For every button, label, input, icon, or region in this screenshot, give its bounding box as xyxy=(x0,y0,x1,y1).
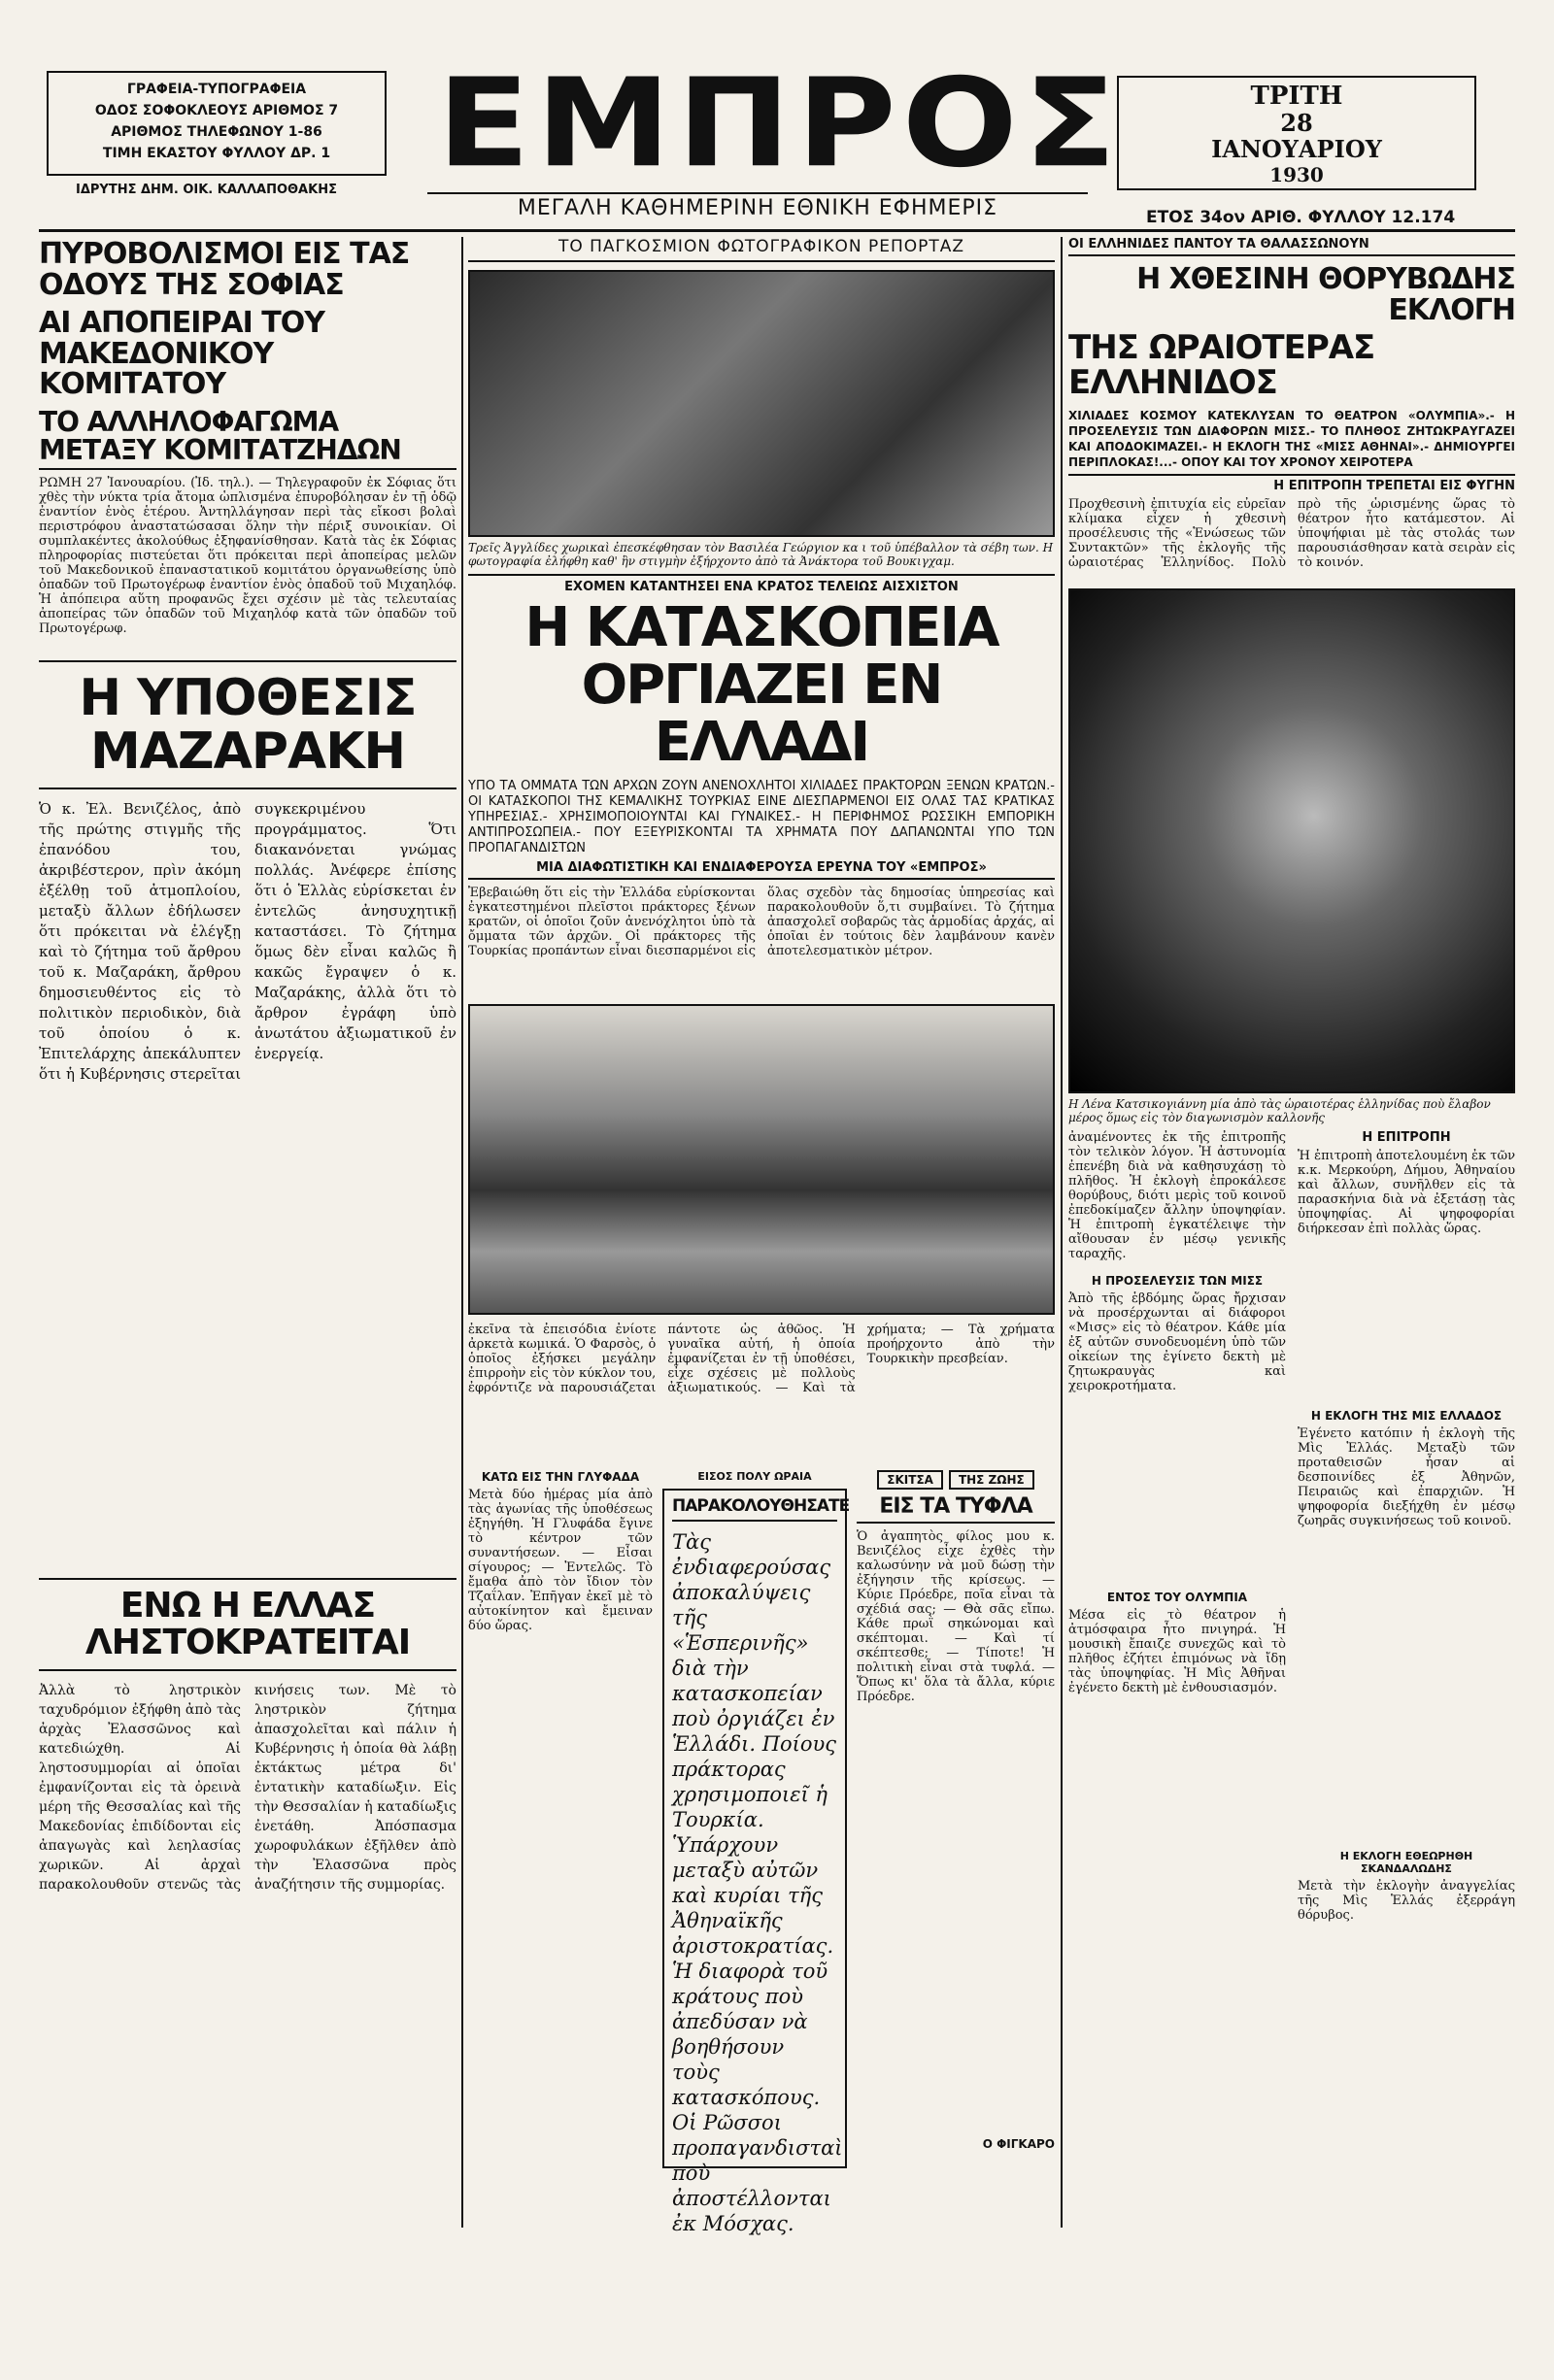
masthead-office-box xyxy=(47,71,387,176)
beauty-text-3: Ἡ ἐπιτροπὴ ἀποτελουμένη ἐκ τῶν κ.κ. Μερκούρη, Δήμου, Ἀθηναίου καὶ ἄλλων, συνῆλθεν εἰς τὰ παρασκήνια διὰ νὰ ἐξετάσῃ τὰς ὑποψηφίας. Αἱ ψηφοφορίαι διήρκεσαν ἐπὶ πολλὰς ὥρας. xyxy=(1298,1149,1515,1237)
beauty-lower-right xyxy=(1298,1130,1515,1977)
date-number: 28 xyxy=(1280,109,1313,137)
photo-english-women xyxy=(468,270,1055,537)
beauty-subhead-5: Η ΕΚΛΟΓΗ ΤΗΣ ΜΙΣ ΕΛΛΑΔΟΣ xyxy=(1310,1409,1503,1424)
beauty-deck: ΧΙΛΙΑΔΕΣ ΚΟΣΜΟΥ ΚΑΤΕΚΛΥΣΑΝ ΤΟ ΘΕΑΤΡΟΝ «ΟΛΥΜΠΙΑ».- Η ΠΡΟΣΕΛΕΥΣΙΣ ΤΩΝ ΔΙΑΦΟΡΩΝ ΜΙΣΣ.- ΤΟ ΠΛΗΘΟΣ ΖΗΤΩΚΡΑΥΓΑΖΕΙ ΚΑΙ ΑΠΟΔΟΚΙΜΑΖΕΙ.- Η ΕΚΛΟΓΗ ΤΗΣ «ΜΙΣΣ ΑΘΗΝΑΙ».- ΔΗΜΙΟΥΡΓΕΙ ΠΕΡΙΠΛΟΚΑΣ!...- ΟΠΟΥ ΚΑΙ ΤΟΥ ΧΡΟΝΟΥ ΧΕΙΡΟΤΕΡΑ xyxy=(1068,409,1515,470)
office-line-2: ΟΔΟΣ ΣΟΦΟΚΛΕΟΥΣ ΑΡΙΘΜΟΣ 7 xyxy=(94,103,339,118)
beauty-lower-columns xyxy=(1068,1130,1515,1977)
espionage-headline: Η ΚΑΤΑΣΚΟΠΕΙΑ ΟΡΓΙΑΖΕΙ ΕΝ ΕΛΛΑΔΙ xyxy=(524,596,998,774)
founder-line: ΙΔΡΥΤΗΣ ΔΗΜ. ΟΙΚ. ΚΑΛΛΑΠΟΘΑΚΗΣ xyxy=(76,183,337,197)
newspaper-subtitle: ΜΕΓΑΛΗ ΚΑΘΗΜΕΡΙΝΗ ΕΘΝΙΚΗ ΕΦΗΜΕΡΙΣ xyxy=(427,192,1088,220)
column-center xyxy=(468,237,1055,2235)
glyfada-subhead: ΚΑΤΩ ΕΙΣ ΤΗΝ ΓΛΥΦΑΔΑ xyxy=(481,1470,640,1484)
advert-title: ΠΑΡΑΚΟΛΟΥΘΗΣΑΤΕ xyxy=(672,1498,837,1522)
beauty-headline-1: Η ΧΘΕΣΙΝΗ ΘΟΡΥΒΩΔΗΣ ΕΚΛΟΓΗ xyxy=(1136,262,1515,327)
beauty-text-7: Μετὰ τὴν ἐκλογὴν ἀναγγελίας τῆς Μὶς Ἑλλάς ἐξερράγη θόρυβος. xyxy=(1298,1879,1515,1924)
tyfla-text: Ὁ ἀγαπητὸς φίλος μου κ. Βενιζέλος εἶχε ἐχθὲς τὴν καλωσύνην νὰ μοῦ δώσῃ τὴν ἐξήγησιν τῆς κρίσεως. — Κύριε Πρόεδρε, ποῖα εἶναι τὰ σχέδιά σας; — Θὰ σᾶς εἴπω. Κάθε πρωῒ σηκώνομαι καὶ σκέπτομαι. — Καὶ τί σκέπτεσθε; — Τίποτε! Ἡ πολιτικὴ εἶναι στὰ τυφλά. — Ὅπως κι' ὅλα τὰ ἄλλα, κύριε Πρόεδρε. xyxy=(857,1529,1055,1705)
skitsa-tabs xyxy=(857,1470,1055,1490)
beauty-text-2: ἀναμένοντες ἐκ τῆς ἐπιτροπῆς τὸν τελικὸν λόγον. Ἡ ἀστυνομία ἐπενέβη διὰ νὰ καθησυχάσῃ τὸ πλῆθος. Ἡ ἐκλογὴ ἐπροκάλεσε θορύβους, διότι μερὶς τοῦ κοινοῦ ἐπεδοκίμαζεν ἄλλην ὑποψηφίαν. Ἡ ἐπιτροπὴ ἐγκατέλειψε τὴν αἴθουσαν ἐν μέσῳ γενικῆς ταραχῆς. xyxy=(1068,1130,1286,1262)
photo-caption-lena: Η Λένα Κατσικογιάννη μία ἀπὸ τὰς ὡραιοτέρας ἑλληνίδας ποὺ ἔλαβον μέρος ὅμως εἰς τὸν διαγωνισμὸν καλλονῆς xyxy=(1068,1097,1491,1125)
col1-article-1: ΡΩΜΗ 27 Ἰανουαρίου. (Ἰδ. τηλ.). — Τηλεγραφοῦν ἐκ Σόφιας ὅτι χθὲς τὴν νύκτα τρία ἄτομα ὡπλισμένα ἐπυροβόλησαν ἐν τῇ ὁδῷ ἐναντίον ἑνὸς ἑτέρου. Ἀντηλλάγησαν περὶ τὰς εἴκοσι βολαὶ περιστρόφου ἀναστατώσασαι ὅλην τὴν πέριξ συνοικίαν. Οἱ συμπλακέντες ἀκολούθως ἐξηφανίσθησαν. Κατὰ τὰς ἐκ Σόφιας πληροφορίας πιστεύεται ὅτι πρόκειται περὶ ἀποπείρας μελῶν τοῦ Μακεδονικοῦ ἐπαναστατικοῦ κομιτάτου ὀργανωθείσης ὑπὸ ὀπαδῶν τοῦ Πρωτογέρωφ ἐναντίον ἑνὸς ὀπαδοῦ τοῦ Μιχαηλόφ. Ἡ ἀπόπειρα αὕτη προφανῶς ἔχει σχέσιν μὲ τὰς τελευταίας ἀποπείρας τῶν ὀπαδῶν τοῦ Μιχαηλόφ κατὰ τῶν ὀπαδῶν τοῦ Πρωτογέρωφ. xyxy=(39,476,456,637)
divider-2 xyxy=(1061,237,1063,2228)
lower-right-narrow xyxy=(857,1470,1055,2228)
divider-1 xyxy=(461,237,463,2228)
beauty-text-1: Προχθεσινὴ ἐπιτυχία εἰς εὐρεῖαν κλίμακα εἶχεν ἡ χθεσινὴ προσέλευσις τῆς «Ἑνώσεως τῶν Συντακτῶν» τῆς ἐκλογῆς τῆς ὡραιοτέρας Ἑλληνίδος. Πολὺ πρὸ τῆς ὡρισμένης ὥρας τὸ θέατρον ἦτο κατάμεστον. Αἱ ὑποψήφιαι μὲ τὰς στολάς των παρουσιάσθησαν κατὰ σειρὰν εἰς τὸ κοινόν. xyxy=(1068,497,1515,571)
advert-frame xyxy=(662,1489,850,2235)
advert-body: Τὰς ἐνδιαφερούσας ἀποκαλύψεις τῆς «Ἑσπερινῆς» διὰ τὴν κατασκοπείαν ποὺ ὀργιάζει ἐν Ἑλλάδι. Ποίους πράκτορας χρησιμοποιεῖ ἡ Τουρκία. Ὑπάρχουν μεταξὺ αὐτῶν καὶ κυρίαι τῆς Ἀθηναϊκῆς ἀριστοκρατίας. Ἡ διαφορὰ τοῦ κράτους ποὺ ἀπεδύσαν νὰ βοηθήσουν τοὺς κατασκόπους. Οἱ Ρῶσσοι προπαγανδισταὶ ποὺ ἀποστέλλονται ἐκ Μόσχας. xyxy=(672,1529,843,2235)
beauty-subhead-3: Η ΠΡΟΣΕΛΕΥΣΙΣ ΤΩΝ ΜΙΣΣ xyxy=(1091,1274,1264,1289)
photo-lena-katsikogianni xyxy=(1068,588,1515,1093)
office-line-4: ΤΙΜΗ ΕΚΑΣΤΟΥ ΦΥΛΛΟΥ ΔΡ. 1 xyxy=(102,146,331,161)
date-day: ΤΡΙΤΗ xyxy=(1250,82,1343,111)
beauty-subhead-2: Η ΕΠΙΤΡΟΠΗ xyxy=(1362,1130,1451,1146)
newspaper-title: ΕΜΠΡΟΣ xyxy=(437,52,1123,195)
newspaper-page xyxy=(19,17,1535,2235)
col1-article-2: Ὁ κ. Ἐλ. Βενιζέλος, ἀπὸ τῆς πρώτης στιγμῆς τῆς ἐπανόδου του, ἀκριβέστερον, πρὶν ἀκόμη ἐξέλθῃ τοῦ ἀτμοπλοίου, μεταξὺ ἄλλων ἐδήλωσεν ὅτι πρόκειται νὰ ἐλέγξῃ καὶ τὸ ζήτημα τοῦ ἄρθρου τοῦ κ. Μαζαράκη, ἄρθρου δημοσιευθέντος εἰς τὸ πολιτικὸν περιοδικὸν, διὰ τοῦ ὁποίου ὁ κ. Ἐπιτελάρχης ἀπεκάλυπτεν ὅτι ἡ Κυβέρνησις στερεῖται συγκεκριμένου προγράμματος. Ὅτι διακανόνεται γνώμας πολλάς. Ἀνέφερε ἐπίσης ὅτι ὁ Ἑλλὰς εὑρίσκεται ἐν ἐντελῶς ἀνησυχητικῇ καταστάσει. Τὸ ζήτημα ὅμως δὲν εἶναι καλῶς ἢ κακῶς ἔγραψεν ὁ κ. Μαζαράκης, ἀλλὰ ὅτι τὸ ἄρθρον ἐγράφη ὑπὸ ἀνωτάτου ἀξιωματικοῦ ἐν ἐνεργείᾳ. xyxy=(39,800,456,1084)
photo-report-header: ΤΟ ΠΑΓΚΟΣΜΙΟΝ ΦΩΤΟΓΡΑΦΙΚΟΝ ΡΕΠΟΡΤΑΖ xyxy=(468,237,1055,262)
photo-cafe-scene xyxy=(468,1004,1055,1315)
column-right xyxy=(1068,237,1515,2228)
date-month: ΙΑΝΟΥΑΡΙΟΥ xyxy=(1211,135,1382,163)
column-left xyxy=(39,237,456,2228)
col1-article-3: Ἀλλὰ τὸ ληστρικὸν ταχυδρόμιον ἐξήφθη ἀπὸ τὰς ἀρχὰς Ἐλασσῶνος καὶ κατεδιώχθη. Αἱ ληστοσυμμορίαι αἱ ὁποῖαι ἐμφανίζονται εἰς τὰ ὀρεινὰ μέρη τῆς Θεσσαλίας καὶ τῆς Μακεδονίας ἐπιδίδονται εἰς ἀπαγωγὰς καὶ λεηλασίας χωρικῶν. Αἱ ἀρχαὶ παρακολουθοῦν στενῶς τὰς κινήσεις των. Μὲ τὸ ληστρικὸν ζήτημα ἀπασχολεῖται καὶ πάλιν ἡ Κυβέρνησις ἡ ὁποία θὰ λάβῃ ἐκτάκτως μέτρα δι' ἐντατικὴν καταδίωξιν. Εἰς τὴν Θεσσαλίαν ἡ καταδίωξις ἐνετάθη. Ἀπόσπασμα χωροφυλάκων ἐξῆλθεν ἀπὸ τὴν Ἐλασσῶνα πρὸς ἀναζήτησιν τῆς συμμορίας. xyxy=(39,1683,456,1894)
office-line-3: ΑΡΙΘΜΟΣ ΤΗΛΕΦΩΝΟΥ 1-86 xyxy=(111,124,322,140)
espionage-text-2: ἐκεῖνα τὰ ἐπεισόδια ἐνίοτε ἀρκετὰ κωμικά. Ὁ Φαρσὸς, ὁ ὁποῖος ἐξήσκει μεγάλην ἐπιρροὴν εἰς τὸν κύκλον του, ἐφρόντιζε νὰ παρουσιάζεται πάντοτε ὡς ἀθῶος. Ἡ γυναῖκα αὐτή, ἡ ὁποία ἐμφανίζεται ἐν τῇ ὑποθέσει, εἶχε σχέσεις μὲ πολλοὺς ἀξιωματικούς. — Καὶ τὰ χρήματα; — Τὰ χρήματα προήρχοντο ἀπὸ τὴν Τουρκικὴν πρεσβείαν. xyxy=(468,1323,1055,1396)
photo-caption-english-women: Τρεῖς Ἀγγλίδες χωρικαὶ ἐπεσκέφθησαν τὸν Βασιλέα Γεώργιον κα ι τοῦ ὑπέβαλλον τὰ σέβη των. Η φωτογραφία ἐλήφθη καθ' ἣν στιγμὴν ἐξήρχοντο ἀπὸ τὰ Ἀνάκτορα τοῦ Βουκιγχαμ. xyxy=(468,541,1054,568)
col1-headline-2: ΑΙ ΑΠΟΠΕΙΡΑΙ ΤΟΥ ΜΑΚΕΔΟΝΙΚΟΥ ΚΟΜΙΤΑΤΟΥ xyxy=(39,306,324,401)
office-line-1: ΓΡΑΦΕΙΑ-ΤΥΠΟΓΡΑΦΕΙΑ xyxy=(126,82,307,97)
espionage-text-1: Ἐβεβαιώθη ὅτι εἰς τὴν Ἑλλάδα εὑρίσκονται ἐγκατεστημένοι πλεῖστοι πράκτορες ξένων κρατῶν, οἱ ὁποῖοι ζοῦν ἀνενόχλητοι ὑπὸ τὰ ὄμματα τῶν ἀρχῶν. Οἱ πράκτορες τῆς Τουρκίας προπάντων εἶναι διεσπαρμένοι εἰς ὅλας σχεδὸν τὰς δημοσίας ὑπηρεσίας καὶ παρακολουθοῦν ὅ,τι συμβαίνει. Τὸ ζήτημα ἀπασχολεῖ σοβαρῶς τὰς ἁρμοδίας ἀρχάς, αἱ ὁποῖαι ἐν τούτοις δὲν λαμβάνουν κανὲν ἀποτελεσματικὸν μέτρον. xyxy=(468,886,1055,959)
beauty-headline-2: ΤΗΣ ΩΡΑΙΟΤΕΡΑΣ ΕΛΛΗΝΙΔΟΣ xyxy=(1068,328,1375,402)
beauty-kicker: ΟΙ ΕΛΛΗΝΙΔΕΣ ΠΑΝΤΟΥ ΤΑ ΘΑΛΑΣΣΩΝΟΥΝ xyxy=(1068,237,1515,256)
beauty-text-4: Ἀπὸ τῆς ἑβδόμης ὥρας ἤρχισαν νὰ προσέρχωνται αἱ διάφοροι «Μισς» εἰς τὸ θέατρον. Κάθε μία ἐξ αὐτῶν συνοδευομένη ὑπὸ τῶν οἰκείων της ἐγίνετο δεκτὴ μὲ ζητωκραυγὰς καὶ χειροκροτήματα. xyxy=(1068,1291,1286,1394)
beauty-subhead-1: Η ΕΠΙΤΡΟΠΗ ΤΡΕΠΕΤΑΙ ΕΙΣ ΦΥΓΗΝ xyxy=(1068,474,1515,493)
beauty-text-5: Μέσα εἰς τὸ θέατρον ἡ ἀτμόσφαιρα ἦτο πνιγηρά. Ἡ μουσικὴ ἔπαιζε συνεχῶς καὶ τὸ πλῆθος ἐζήτει ἐπιμόνως νὰ ἴδῃ τὰς ὑποψηφίας. Ἡ Μὶς Ἀθῆναι ἐγένετο δεκτὴ μὲ ἐνθουσιασμόν. xyxy=(1068,1608,1286,1696)
date-box xyxy=(1117,76,1476,190)
col1-headline-lestokratia: ΕΝΩ Η ΕΛΛΑΣ ΛΗΣΤΟΚΡΑΤΕΙΤΑΙ xyxy=(39,1578,456,1671)
lower-left-narrow xyxy=(468,1470,653,2228)
tyfla-title: ΕΙΣ ΤΑ ΤΥΦΛΑ xyxy=(857,1495,1055,1524)
beauty-subhead-4: ΕΝΤΟΣ ΤΟΥ ΟΛΥΜΠΙΑ xyxy=(1106,1591,1248,1605)
advert-box xyxy=(662,1470,850,2235)
masthead-rule xyxy=(39,229,1515,232)
col1-headline-3: ΤΟ ΑΛΛΗΛΟΦΑΓΩΜΑ ΜΕΤΑΞΥ ΚΟΜΙΤΑΤΖΗΔΩΝ xyxy=(39,408,456,471)
espionage-deck: ΥΠΟ ΤΑ ΟΜΜΑΤΑ ΤΩΝ ΑΡΧΩΝ ΖΟΥΝ ΑΝΕΝΟΧΛΗΤΟΙ ΧΙΛΙΑΔΕΣ ΠΡΑΚΤΟΡΩΝ ΞΕΝΩΝ ΚΡΑΤΩΝ.- ΟΙ ΚΑΤΑΣΚΟΠΟΙ ΤΗΣ ΚΕΜΑΛΙΚΗΣ ΤΟΥΡΚΙΑΣ ΕΙΝΕ ΔΙΕΣΠΑΡΜΕΝΟΙ ΕΙΣ ΟΛΑΣ ΤΑΣ ΚΡΑΤΙΚΑΣ ΥΠΗΡΕΣΙΑΣ.- ΧΡΗΣΙΜΟΠΟΙΟΥΝΤΑΙ ΚΑΙ ΓΥΝΑΙΚΕΣ.- Η ΠΕΡΙΦΗΜΟΣ ΡΩΣΣΙΚΗ ΕΜΠΟΡΙΚΗ ΑΝΤΙΠΡΟΣΩΠΕΙΑ.- ΠΟΥ ΕΞΕΥΡΙΣΚΟΝΤΑΙ ΤΑ ΧΡΗΜΑΤΑ ΠΟΥ ΔΑΠΑΝΩΝΤΑΙ ΥΠΟ ΤΩΝ ΠΡΟΠΑΓΑΝΔΙΣΤΩΝ xyxy=(468,779,1055,856)
beauty-subhead-6: Η ΕΚΛΟΓΗ ΕΘΕΩΡΗΘΗ ΣΚΑΝΔΑΛΩΔΗΣ xyxy=(1339,1850,1473,1876)
espionage-subdeck: ΜΙΑ ΔΙΑΦΩΤΙΣΤΙΚΗ ΚΑΙ ΕΝΔΙΑΦΕΡΟΥΣΑ ΕΡΕΥΝΑ ΤΟΥ «ΕΜΠΡΟΣ» xyxy=(468,860,1055,880)
issue-number: ΕΤΟΣ 34ον ΑΡΙΘ. ΦΥΛΛΟΥ 12.174 xyxy=(1146,208,1456,227)
glyfada-text: Μετὰ δύο ἡμέρας μία ἀπὸ τὰς ἀγωνίας τῆς ὑποθέσεως ἐξηγήθη. Ἡ Γλυφάδα ἔγινε τὸ κέντρον τῶν συναντήσεων. — Εἶσαι σίγουρος; — Ἐντελῶς. Τὸ ἔμαθα ἀπὸ τὸν ἴδιον τὸν Τζαΐλαν. Ἐπῆγαν ἐκεῖ μὲ τὸ αὐτοκίνητον καὶ ἔμειναν δύο ὥρας. xyxy=(468,1488,653,1633)
beauty-text-6: Ἐγένετο κατόπιν ἡ ἐκλογὴ τῆς Μὶς Ἑλλάς. Μεταξὺ τῶν προταθεισῶν ἦσαν αἱ δεσποινίδες ἐξ Ἀθηνῶν, Πειραιῶς καὶ ἐπαρχιῶν. Ἡ ψηφοφορία διεξήχθη ἐν μέσῳ ζωηρᾶς συγκινήσεως τοῦ κοινοῦ. xyxy=(1298,1426,1515,1529)
beauty-lower-left xyxy=(1068,1130,1286,1977)
skitsa-label: ΣΚΙΤΣΑ xyxy=(877,1470,943,1490)
tyfla-signature: Ο ΦΙΓΚΑΡΟ xyxy=(982,2137,1055,2152)
col1-headline-mazarakis: Η ΥΠΟΘΕΣΙΣ ΜΑΖΑΡΑΚΗ xyxy=(39,660,456,789)
espionage-kicker: ΕΧΟΜΕΝ ΚΑΤΑΝΤΗΣΕΙ ΕΝΑ ΚΡΑΤΟΣ ΤΕΛΕΙΩΣ ΑΙΣΧΙΣΤΟΝ xyxy=(468,574,1055,594)
date-year: 1930 xyxy=(1269,163,1324,186)
tis-zois-label: ΤΗΣ ΖΩΗΣ xyxy=(949,1470,1034,1490)
advert-top: ΕΙΣΟΣ ΠΟΛΥ ΩΡΑΙΑ xyxy=(697,1470,812,1483)
col1-headline-1: ΠΥΡΟΒΟΛΙΣΜΟΙ ΕΙΣ ΤΑΣ ΟΔΟΥΣ ΤΗΣ ΣΟΦΙΑΣ xyxy=(39,237,410,302)
